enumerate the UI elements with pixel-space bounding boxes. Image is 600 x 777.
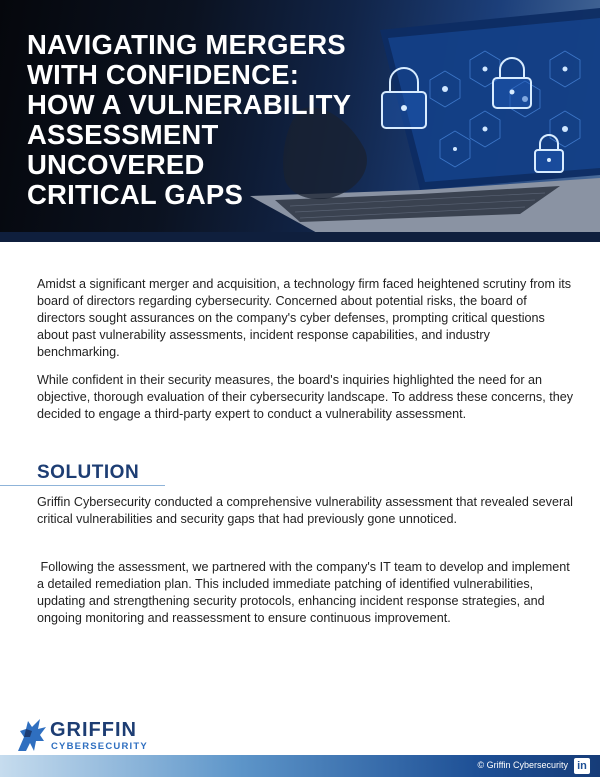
hero-title-line: WITH CONFIDENCE: (27, 59, 300, 90)
intro-paragraph-2: While confident in their security measures, the board's inquiries highlighted the need for an objective, thorough evaluation of their cybersecurity landscape. To address these concerns, they decided to engage a third-party expert to conduct a vulnerability assessment. (37, 373, 574, 421)
footer-copyright: © Griffin Cybersecurity (477, 760, 568, 770)
logo-subtitle: CYBERSECURITY (51, 741, 148, 752)
hero-title-line: NAVIGATING MERGERS (27, 29, 346, 60)
hero-title-line: CRITICAL GAPS (27, 179, 243, 210)
hero-title-line: UNCOVERED (27, 149, 205, 180)
linkedin-icon[interactable]: in (574, 758, 590, 774)
solution-paragraph-1: Griffin Cybersecurity conducted a comprehensive vulnerability assessment that revealed several critical vulnerabilities and security gaps that had previously gone unnoticed. (37, 495, 573, 526)
solution-heading: SOLUTION (37, 462, 140, 483)
hero-title-line: HOW A VULNERABILITY (27, 89, 352, 120)
solution-paragraph-2: Following the assessment, we partnered with the company's IT team to develop and implement a detailed remediation plan. This included immediate patching of identified vulnerabilities, updating and strengthening security protocols, enhancing incident response strategies, and ongoing monitoring and reassessment to ensure continuous improvement. (37, 560, 574, 625)
intro-paragraph-1: Amidst a significant merger and acquisition, a technology firm faced heightened scrutiny from its board of directors regarding cybersecurity. Concerned about potential risks, the board of directors sought assurances on the company's cyber defenses, prompting critical questions about past vulnerability assessments, incident response capabilities, and industry benchmarking. (37, 277, 572, 359)
hero-title-line: ASSESSMENT (27, 119, 219, 150)
griffin-logo-icon (14, 717, 48, 753)
hero-title (27, 30, 367, 210)
footer-bar (0, 755, 600, 777)
company-logo (14, 717, 164, 755)
logo-name: GRIFFIN (50, 719, 137, 741)
section-divider (0, 485, 165, 486)
hero-banner (0, 0, 600, 242)
